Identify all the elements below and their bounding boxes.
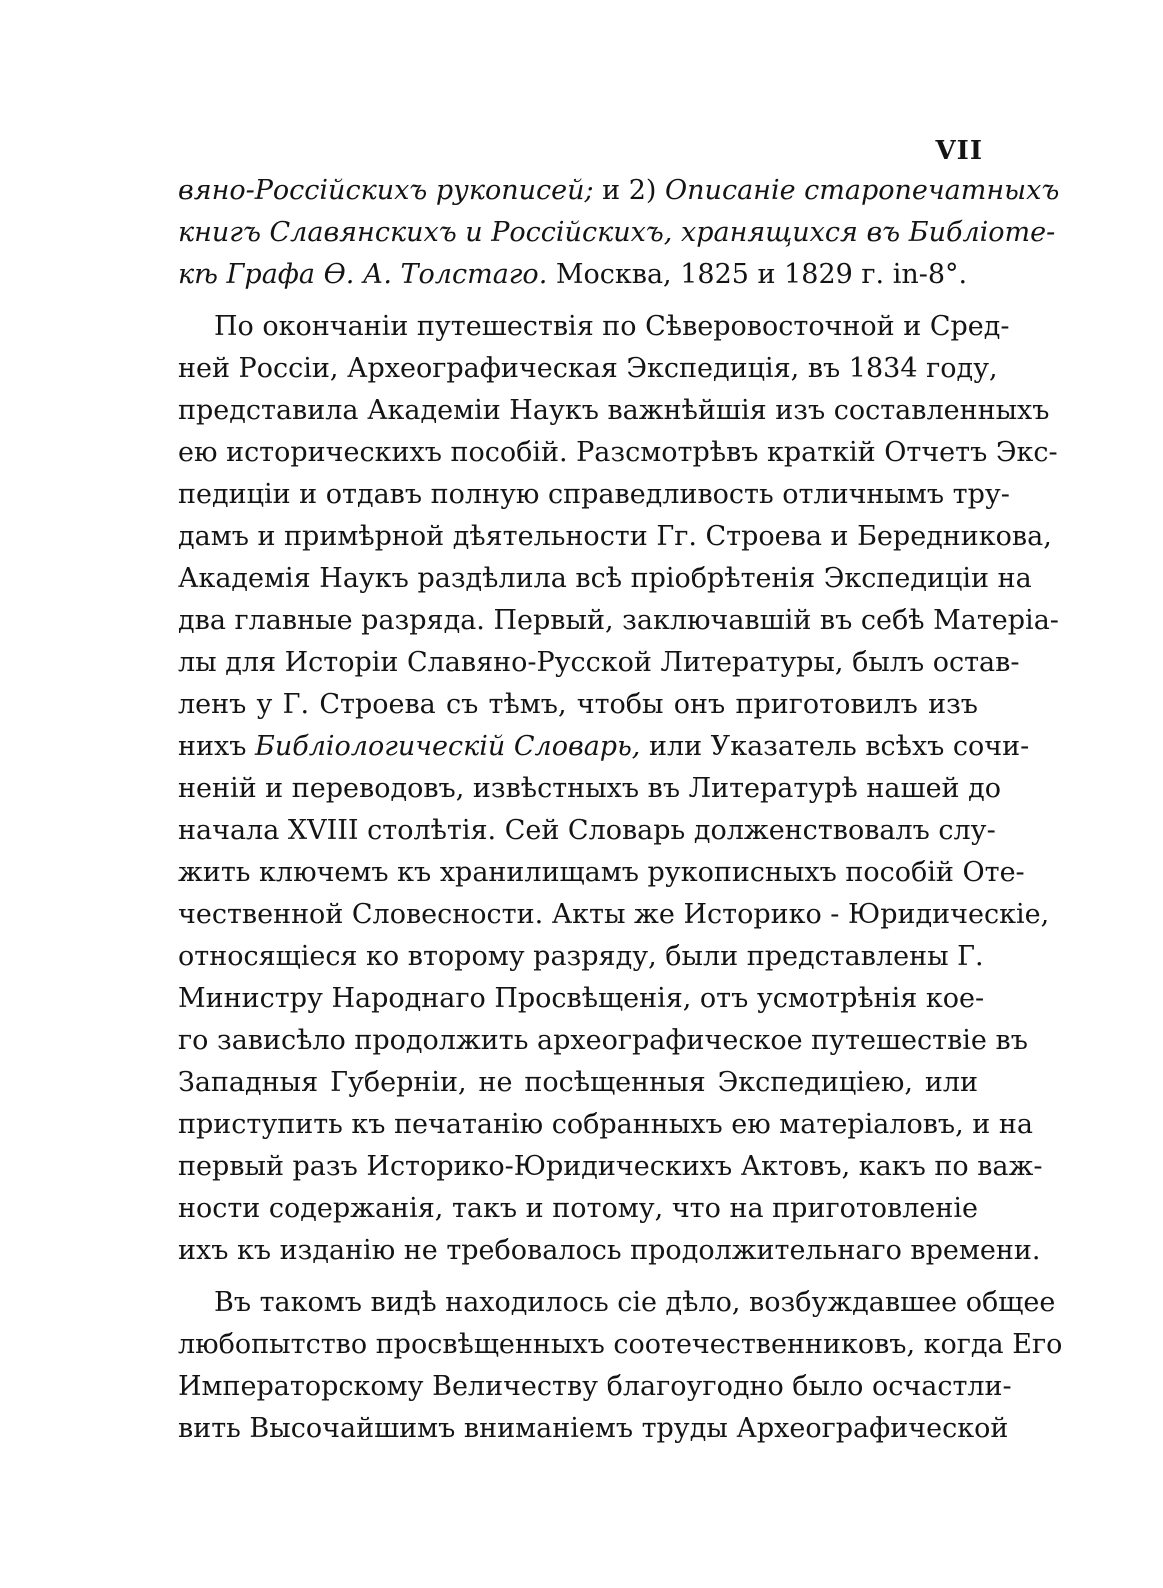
text-segment: По окончаніи путешествія по Сѣверовосточной и Сред- [214, 311, 1010, 342]
text-line [178, 1408, 1009, 1450]
text-segment: педиціи и отдавъ полную справедливость отличнымъ тру- [178, 479, 1010, 510]
text-line [178, 306, 1010, 348]
italic-text-segment: книгъ Славянскихъ и Россійскихъ, хранящихся въ Библіоте- [178, 217, 1056, 248]
text-segment: ности содержанія, такъ и потому, что на приготовленіе [178, 1193, 978, 1224]
text-line [178, 852, 1025, 894]
text-line [178, 936, 984, 978]
text-segment: приступить къ печатанію собранныхъ ею матеріаловъ, и на [178, 1109, 1033, 1140]
text-segment: ихъ къ изданію не требовалось продолжительнаго времени. [178, 1235, 1041, 1266]
text-segment: первый разъ Историко-Юридическихъ Актовъ, какъ по важ- [178, 1151, 1043, 1182]
text-line [178, 170, 1060, 212]
text-segment: ней Россіи, Археографическая Экспедиція, въ 1834 году, [178, 353, 998, 384]
text-line [178, 684, 978, 726]
text-segment: лы для Исторіи Славяно-Русской Литературы, былъ остав- [178, 647, 1020, 678]
text-segment: жить ключемъ къ хранилищамъ рукописныхъ пособій Оте- [178, 857, 1025, 888]
text-segment: нихъ [178, 731, 255, 762]
italic-text-segment: вяно-Россійскихъ рукописей; [178, 175, 603, 206]
text-line [178, 390, 1050, 432]
text-line [178, 212, 1056, 254]
text-segment: дамъ и примѣрной дѣятельности Гг. Строева и Бередникова, [178, 521, 1052, 552]
text-segment: Императорскому Величеству благоугодно было осчастли- [178, 1371, 1012, 1402]
text-segment: Москва, 1825 и 1829 г. in-8°. [547, 259, 968, 290]
text-line [178, 768, 1001, 810]
text-line [178, 516, 1052, 558]
text-line [178, 474, 1010, 516]
text-line [178, 1062, 978, 1104]
text-line [178, 642, 1020, 684]
text-segment: Министру Народнаго Просвѣщенія, отъ усмотрѣнія кое- [178, 983, 985, 1014]
text-line [178, 810, 996, 852]
text-segment: го зависѣло продолжить археографическое путешествіе въ [178, 1025, 1028, 1056]
text-segment: чественной Словесности. Акты же Историко - Юридическіе, [178, 899, 1050, 930]
text-line [178, 1366, 1012, 1408]
text-segment: любопытство просвѣщенныхъ соотечественниковъ, когда Его [178, 1329, 1063, 1360]
italic-text-segment: Библіологическій Словарь, [254, 731, 641, 762]
text-segment: Западныя Губерніи, не посѣщенныя Экспедиціею, или [178, 1067, 978, 1098]
text-segment: два главные разряда. Первый, заключавшій въ себѣ Матеріа- [178, 605, 1059, 636]
text-line [178, 254, 978, 296]
text-segment: представила Академіи Наукъ важнѣйшія изъ составленныхъ [178, 395, 1050, 426]
text-line [178, 1282, 1056, 1324]
italic-text-segment: кѣ Графа Ѳ. А. Толстаго. [178, 259, 548, 290]
body-text [178, 170, 1063, 1450]
text-segment: ею историческихъ пособій. Разсмотрѣвъ краткій Отчетъ Экс- [178, 437, 1058, 468]
text-line [178, 1146, 1043, 1188]
text-line [178, 894, 1050, 936]
text-segment: Въ такомъ видѣ находилось сіе дѣло, возбуждавшее общее [214, 1287, 1056, 1318]
text-segment: и 2) [602, 175, 666, 206]
text-segment: Академія Наукъ раздѣлила всѣ пріобрѣтенія Экспедиціи на [178, 563, 1032, 594]
text-line [178, 1324, 1063, 1366]
italic-text-segment: Описаніе старопечатныхъ [665, 175, 1060, 206]
text-segment: неній и переводовъ, извѣстныхъ въ Литературѣ нашей до [178, 773, 1001, 804]
text-segment: вить Высочайшимъ вниманіемъ труды Археографической [178, 1413, 1009, 1444]
text-line [178, 1188, 978, 1230]
text-segment: начала XVIII столѣтія. Сей Словарь долженствовалъ слу- [178, 815, 996, 846]
text-line [178, 1230, 1041, 1272]
page-number: VII [935, 136, 983, 166]
text-line [178, 348, 998, 390]
text-line [178, 726, 1030, 768]
text-line [178, 978, 985, 1020]
text-line [178, 1104, 1033, 1146]
text-line [178, 558, 1032, 600]
text-segment: или Указатель всѣхъ сочи- [640, 731, 1030, 762]
text-line [178, 600, 1059, 642]
text-line [178, 1020, 1028, 1062]
text-line [178, 432, 1058, 474]
text-segment: относящіеся ко второму разряду, были представлены Г. [178, 941, 984, 972]
text-segment: ленъ у Г. Строева съ тѣмъ, чтобы онъ приготовилъ изъ [178, 689, 978, 720]
